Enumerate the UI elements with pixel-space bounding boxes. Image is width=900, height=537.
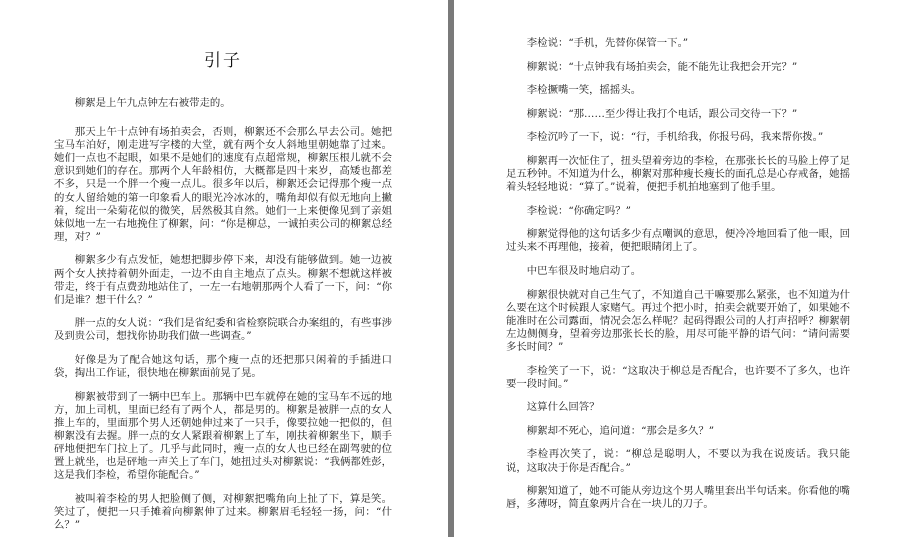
paragraph: 李检笑了一下，说：“这取决于柳总是否配合，也许要不了多久，也许要一段时间。” bbox=[506, 364, 850, 390]
paragraph: 柳絮却不死心，追问道：“那会是多久？” bbox=[526, 424, 715, 437]
paragraph: 被叫着李检的男人把脸侧了侧，对柳絮把嘴角向上扯了下，算是笑。笑过了，便把一只手摊着向柳絮伸了过来。柳絮眉毛轻轻一扬，问：“什么？” bbox=[54, 492, 392, 532]
paragraph: 李检说：“手机，先替你保管一下。” bbox=[526, 37, 689, 49]
paragraph: 柳絮说：“那……至少得让我打个电话，跟公司交待一下？” bbox=[526, 107, 798, 120]
right-page bbox=[454, 0, 900, 537]
left-page bbox=[0, 0, 448, 537]
paragraph: 李检说：“你确定吗？” bbox=[526, 204, 631, 217]
paragraph: 好像是为了配合她这句话，那个瘦一点的还把那只闲着的手插进口袋，掏出工作证，很快地在柳絮面前晃了晃。 bbox=[54, 354, 392, 380]
paragraph: 柳絮被带到了一辆中巴车上。那辆中巴车就停在她的宝马车不远的地方，加上司机，里面已经有了两个人，都是男的。柳絮是被胖一点的女人推上车的，里面那个男人还朝她伸过来了一只手，像要拉她一把似的，但柳絮没有去握。胖一点的女人紧跟着柳絮上了车，刚扶着柳絮坐下，顺手砰地便把车门拉上了。几乎与此同时，瘦一点的女人也已经在副驾驶的位置上就坐，也是砰地一声关上了车门，她扭过头对柳絮说：“我俩都姓彭，这是我们李检，希望你能配合。” bbox=[54, 390, 392, 482]
paragraph: 李检沉吟了一下，说：“行，手机给我，你报号码，我来帮你拨。” bbox=[526, 131, 824, 144]
paragraph: 中巴车很及时地启动了。 bbox=[526, 265, 642, 278]
paragraph: 柳絮是上午九点钟左右被带走的。 bbox=[74, 97, 231, 109]
paragraph: 那天上午十点钟有场拍卖会，否则，柳絮还不会那么早去公司。她把宝马车泊好，刚走进写字楼的大堂，就有两个女人斜地里朝她靠了过来。她们一点也不起眼，如果不是她们的速度有点超常规，柳絮压根儿就不会意识到她们的存在。那两个人年龄相仿，大概都是四十来岁，高矮也都差不多，只是一个胖一个瘦一点儿。很多年以后，柳絮还会记得那个瘦一点的女人留给她的第一印象看人的眼光冷冰冰的，嘴角却似有似无地向上撇着，绽出一朵菊花似的微笑，居然极其自然。她们一上来便像见到了亲姐妹似地一左一右地挽住了柳絮，问：“你是柳总，一诚拍卖公司的柳絮总经理，对？” bbox=[54, 126, 392, 243]
paragraph: 柳絮很快就对自己生气了，不知道自己干嘛要那么紧张，也不知道为什么要在这个时候跟人家赌气。再过个把小时，拍卖会就要开始了，如果她不能准时在公司露面，情况会怎么样呢？起码得跟公司的人打声招呼？柳絮朝左边侧侧身，望着旁边那张长长的脸，用尽可能平静的语气问：“请问需要多长时间？” bbox=[506, 288, 850, 353]
paragraph: 柳絮说：“十点钟我有场拍卖会，能不能先让我把会开完？” bbox=[526, 60, 798, 73]
paragraph: 柳絮多少有点发怔，她想把脚步停下来，却没有能够做到。她一边被两个女人挟持着朝外面走，一边不由自主地点了点头。柳絮不想就这样被带走，终于有点费劲地站住了，一左一右地朝那两个人看了一下，问：“你们是谁？想干什么？” bbox=[54, 254, 392, 306]
paragraph: 柳絮再一次怔住了，扭头望着旁边的李检，在那张长长的马脸上停了足足五秒钟。不知道为什么，柳絮对那种瘦长瘦长的面孔总是心存戒备，她摇着头轻轻地说：“算了。”说着，便把手机拍地塞到了他手里。 bbox=[506, 154, 850, 194]
paragraph: 柳絮知道了，她不可能从旁边这个男人嘴里套出半句话来。你看他的嘴唇，多薄呀，简直象两片合在一块儿的刀子。 bbox=[506, 485, 850, 511]
paragraph: 李检撅嘴一笑，摇摇头。 bbox=[526, 84, 642, 97]
paragraph: 这算什么回答？ bbox=[526, 401, 600, 414]
chapter-title: 引子 bbox=[204, 51, 242, 71]
paragraph: 李检再次笑了，说：“柳总是聪明人，不要以为我在说废话。我只能说，这取决于你是否配合。” bbox=[506, 448, 850, 474]
paragraph: 柳絮觉得他的这句话多少有点嘲讽的意思，便冷冷地回看了他一眼，回过头来不再理他，接着，便把眼睛闭上了。 bbox=[506, 228, 850, 254]
paragraph: 胖一点的女人说：“我们是省纪委和省检察院联合办案组的，有些事涉及到贵公司，想找你协助我们做一些调查。” bbox=[54, 317, 392, 343]
